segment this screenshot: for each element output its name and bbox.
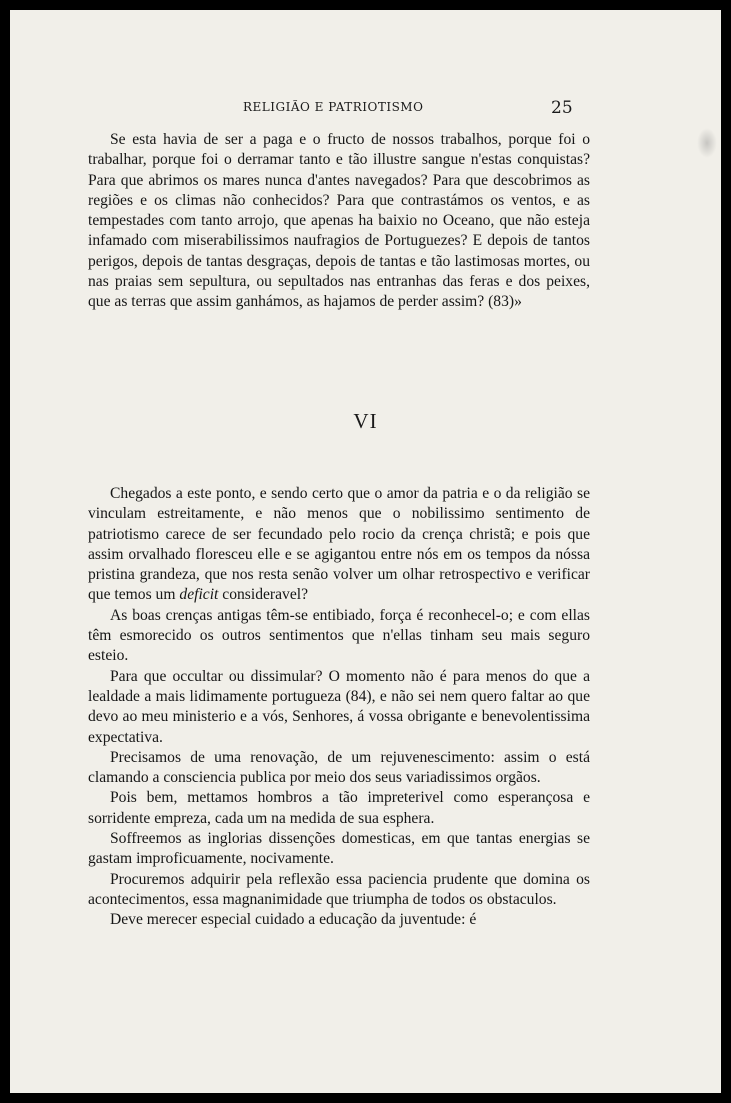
- book-page: [10, 10, 721, 1093]
- section-heading: VI: [353, 409, 378, 433]
- paragraph: Para que occultar ou dissimular? O momento não é para menos do que a lealdade a mais lidimamente portugueza (84), e não sei nem quero faltar ao que devo ao meu ministerio e a vós, Senhores, á vossa obrigante e benevolentissima expectativa.: [88, 667, 590, 746]
- paragraph: Pois bem, mettamos hombros a tão impreterivel como esperançosa e sorridente empreza, cada um na medida de sua esphera.: [88, 789, 590, 827]
- paragraph-text: Chegados a este ponto, e sendo certo que o amor da patria e o da religião se vinculam estreitamente, e não menos que o nobilissimo sentimento de patriotismo carece de ser fecundado pelo rocio da crença christã; e pois que assim orvalhado floresceu elle e se agigantou entre nós em os tempos da nóssa pristina grandeza, que nos resta senão volver um olhar retrospectivo e verificar que temos um: [88, 485, 590, 604]
- paragraph: [88, 910, 590, 930]
- running-title: RELIGIÃO E PATRIOTISMO: [243, 100, 424, 114]
- paragraph: [88, 484, 590, 606]
- page-number: 25: [551, 98, 573, 118]
- quoted-paragraph: [88, 130, 590, 313]
- italic-term: deficit: [179, 586, 219, 604]
- page-header: [10, 98, 721, 122]
- section-body: [88, 484, 590, 931]
- paragraph: Procuremos adquirir pela reflexão essa paciencia prudente que domina os acontecimentos, essa magnanimidade que triumpha de todos os obstaculos.: [88, 870, 590, 908]
- paragraph: As boas crenças antigas têm-se entibiado, força é reconhecel-o; e com ellas têm esmorecido os outros sentimentos que n'ellas tinham seu mais seguro esteio.: [88, 606, 590, 665]
- paragraph-text: consideravel?: [222, 586, 309, 604]
- paragraph: Precisamos de uma renovação, de um rejuvenescimento: assim o está clamando a consciencia publica por meio dos seus variadissimos orgãos.: [88, 748, 590, 787]
- paragraph: Soffreemos as inglorias dissenções domesticas, em que tantas energias se gastam improficuamente, nocivamente.: [88, 830, 590, 868]
- paragraph-text: Deve merecer especial cuidado a educação da juventude: é: [110, 911, 477, 929]
- paragraph: Se esta havia de ser a paga e o fructo de nossos trabalhos, porque foi o trabalhar, porque foi o derramar tanto e tão illustre sangue n'estas conquistas? Para que abrimos os mares nunca d'antes navegados? Para que descobrimos as regiões e os climas não conhecidos? Para que contrastámos os ventos, e as tempestades com tanto arrojo, que apenas ha baixio no Oceano, que não esteja infamado com miserabilissimos naufragios de Portuguezes? E depois de tantos perigos, depois de tantas desgraças, depois de tantas e tão lastimosas mortes, ou nas praias sem sepultura, ou sepultados nas entranhas das feras e dos peixes, que as terras que assim ganhámos, as hajamos de perder assim? (83)»: [88, 131, 590, 311]
- page-stain: [697, 128, 717, 158]
